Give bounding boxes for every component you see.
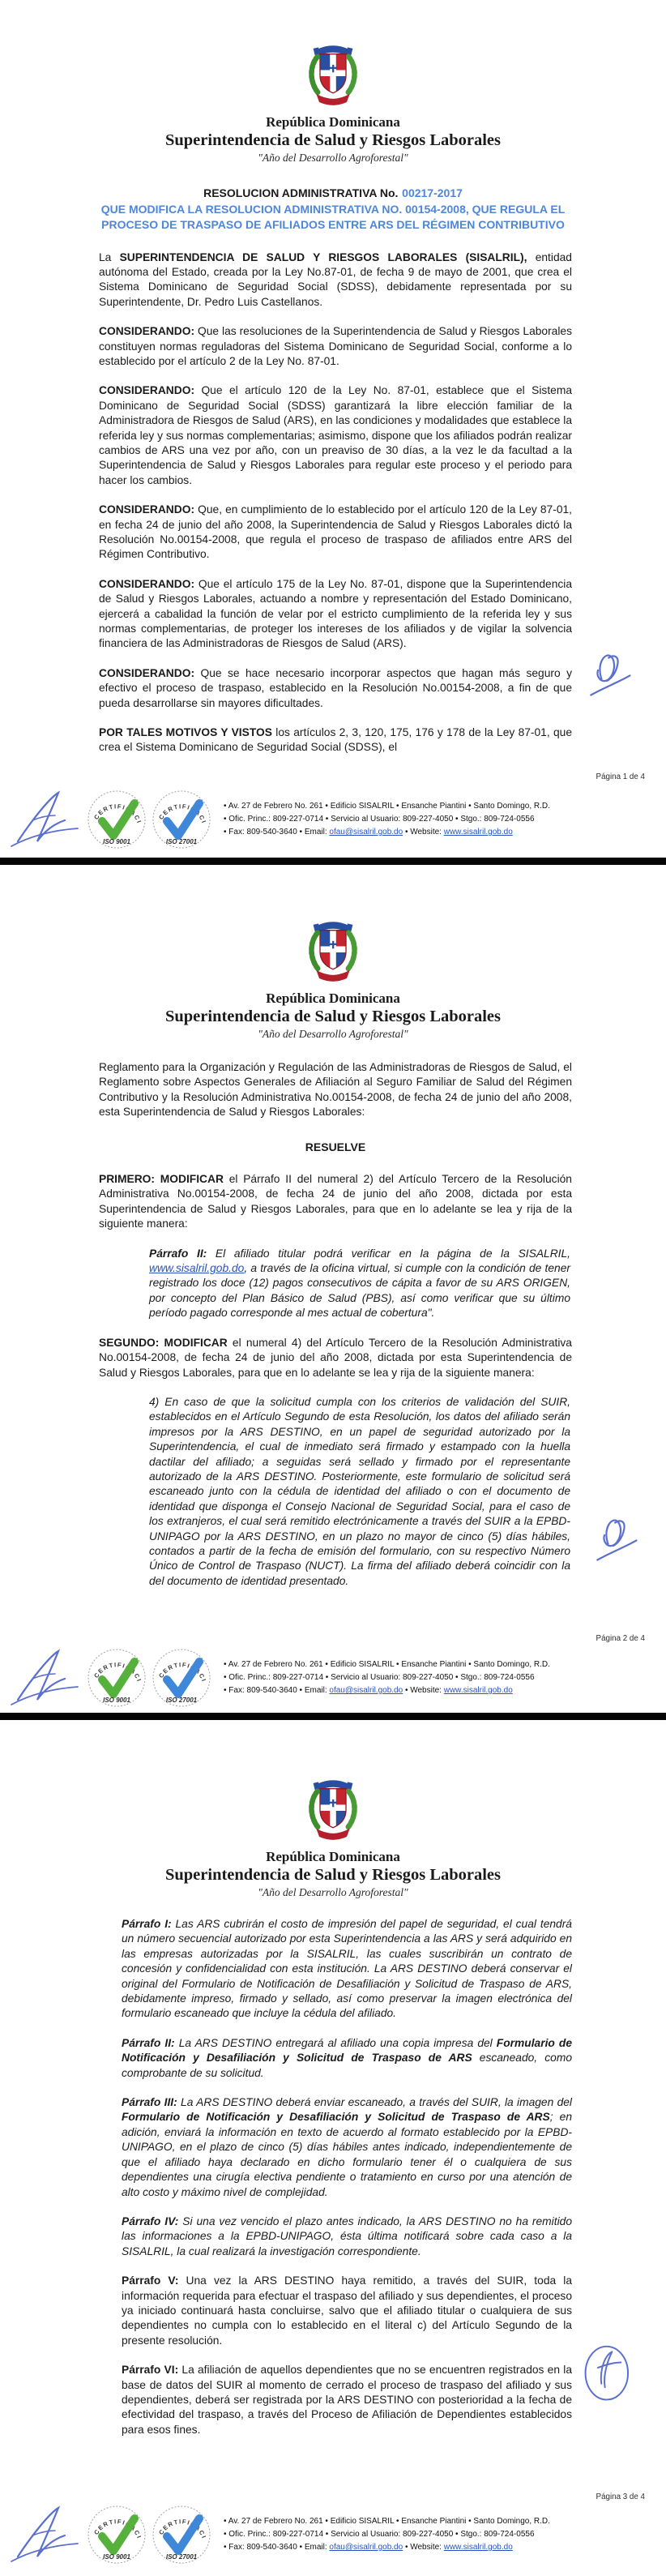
institution-name: Superintendencia de Salud y Riesgos Laborales xyxy=(164,1866,502,1884)
por-tales-motivos xyxy=(99,725,572,755)
page-footer xyxy=(0,2503,666,2566)
por-tales-label: POR TALES MOTIVOS Y VISTOS xyxy=(99,726,272,739)
website-link[interactable]: www.sisalril.gob.do xyxy=(443,2543,513,2552)
parrafo-ii-label: Párrafo II: xyxy=(149,1247,207,1260)
considerando-3 xyxy=(99,503,572,563)
country-name: República Dominicana xyxy=(266,991,400,1006)
iso-9001-badge xyxy=(86,1647,147,1709)
considerando-4-text: Que el artículo 175 de la Ley No. 87-01, dispone que la Superintendencia de Salud y Riesgos Laborales, actuando a nombre y representación del Estado Dominicano, ejercerá a cabalidad la función de velar por el estricto cumplimiento de la referida ley y sus normas complementarias, de proteger los intereses de los afiliados y de vigilar la solvencia financiera de las Administradoras de Riesgos de Salud (ARS). xyxy=(99,577,572,650)
fax-email-label: • Fax: 809-540-3640 • Email: xyxy=(224,828,330,837)
address-block xyxy=(224,1658,550,1698)
signature-scribble xyxy=(8,788,83,851)
address-line-2: • Ofic. Princ.: 809-227-0714 • Servicio al Usuario: 809-227-4050 • Stgo.: 809-724-0556 xyxy=(224,814,535,824)
segundo-text: el numeral 4) del Artículo Tercero de la Resolución Administrativa No.00154-2008, de fecha 24 de junio del año 2008, dictada por esta Superintendencia de Salud y Riesgos Laborales, para que en lo adelante se lea y rija de la siguiente manera: xyxy=(99,1336,572,1379)
page-2-body xyxy=(0,1060,666,1589)
por-tales-text: los artículos 2, 3, 120, 175, 176 y 178 de la Ley 87-01, que crea el Sistema Dominicano de Seguridad Social (SDSS), el xyxy=(99,726,573,754)
iso-27001-badge xyxy=(151,789,212,850)
continuation-paragraph: Reglamento para la Organización y Regulación de las Administradoras de Riesgos de Salud, el Reglamento sobre Aspectos Generales de Afiliación al Seguro Familiar de Salud del Régimen Contributivo y la Resolución Administrativa No.00154-2008, de fecha 24 de junio del año 2008, esta Superintendencia de Salud y Riesgos Laborales: xyxy=(99,1061,572,1119)
initials-scribble xyxy=(585,1513,642,1578)
initials-scribble xyxy=(580,2344,637,2409)
iso-9001-badge xyxy=(86,2504,147,2565)
initials-scribble xyxy=(578,648,635,713)
address-line-2: • Ofic. Princ.: 809-227-0714 • Servicio al Usuario: 809-227-4050 • Stgo.: 809-724-0556 xyxy=(224,2529,535,2539)
address-line-1: • Av. 27 de Febrero No. 261 • Edificio SISALRIL • Ensanche Piantini • Santo Domingo, R.D. xyxy=(224,2516,550,2526)
parrafo-vi-text: La afiliación de aquellos dependientes que no se encuentren registrados en la base de datos del SUIR al momento de cerrado el proceso de traspaso del afiliado y sus dependientes, deberá ser registrada por la ARS DESTINO con posterioridad a la fecha de efectividad del traspaso, a través del Proceso de Afiliación de Dependientes establecidos para esos fines. xyxy=(122,2364,572,2436)
primero-paragraph xyxy=(99,1172,572,1232)
parrafo-i-text: Las ARS cubrirán el costo de impresión del papel de seguridad, el cual tendrá un número secuencial autorizado por esta Superintendencia a las ARS y será adquirido en las empresas autorizadas por la SISALRIL, las cuales suscribirán un contrato de concesión y confidencialidad con esta institución. La ARS DESTINO deberá conservar el original del Formulario de Notificación de Desafiliación y Solicitud de Traspaso de ARS, debidamente impreso, firmado y sellado, así como preservar la imagen electrónica del formulario escaneado que incluye la cédula del afiliado. xyxy=(122,1918,572,2020)
country-name: República Dominicana xyxy=(266,114,400,130)
page-1 xyxy=(0,0,666,858)
page-divider xyxy=(0,858,666,865)
parrafo-v-label: Párrafo V: xyxy=(122,2274,179,2287)
website-link[interactable]: www.sisalril.gob.do xyxy=(443,1686,513,1696)
page-3 xyxy=(0,1720,666,2576)
considerando-5 xyxy=(99,666,572,711)
segundo-label: SEGUNDO: MODIFICAR xyxy=(99,1336,228,1349)
parrafo-ii-bold: Formulario de Notificación y Desafiliación y Solicitud de Traspaso de ARS xyxy=(122,2036,573,2065)
parrafo-i xyxy=(122,1917,572,2022)
resolution-subtitle: QUE MODIFICA LA RESOLUCION ADMINISTRATIVA NO. 00154-2008, QUE REGULA EL PROCESO DE TRASPASO DE AFILIADOS ENTRE ARS DEL RÉGIMEN CONTRIBUTIVO xyxy=(100,202,566,231)
document-header xyxy=(0,865,666,1041)
institution-name: Superintendencia de Salud y Riesgos Laborales xyxy=(164,131,502,149)
page-number: Página 2 de 4 xyxy=(596,1634,645,1643)
considerando-5-text: Que se hace necesario incorporar aspectos que hagan más seguro y efectivo el proceso de traspaso, establecido en la Resolución No.00154-2008, a fin de que pueda desarrollarse sin mayores dificultades. xyxy=(99,666,572,709)
parrafo-iii xyxy=(122,2095,572,2200)
resuelve-heading: RESUELVE xyxy=(305,1140,366,1153)
document-header xyxy=(0,1720,666,1899)
page-1-body xyxy=(0,250,666,755)
parrafo-ii-label: Párrafo II: xyxy=(122,2036,175,2049)
considerando-2-label: CONSIDERANDO: xyxy=(99,384,195,397)
parrafo-iii-post: ; en adición, enviará la información en texto de acuerdo al formato establecido por la EPBD-UNIPAGO, en el plazo de cinco (5) días hábiles antes indicado, independientemente de que el afiliado haya declarado en dicho formulario tener él o cualquiera de sus dependientes una cirugía electiva pendiente o tratamiento en curso por una atención de alto costo y máximo nivel de complejidad. xyxy=(122,2111,572,2198)
considerando-5-label: CONSIDERANDO: xyxy=(99,666,195,679)
parrafo-iii-label: Párrafo III: xyxy=(122,2096,177,2109)
signature-scribble xyxy=(8,2503,83,2566)
email-link[interactable]: ofau@sisalril.gob.do xyxy=(329,1686,403,1696)
page-divider xyxy=(0,1713,666,1720)
address-line-1: • Av. 27 de Febrero No. 261 • Edificio SISALRIL • Ensanche Piantini • Santo Domingo, R.D. xyxy=(224,801,550,811)
website-label: • Website: xyxy=(403,828,444,837)
address-line-3 xyxy=(224,826,550,839)
resolution-number-line xyxy=(74,186,592,202)
parrafo-i-label: Párrafo I: xyxy=(122,1918,172,1930)
parrafo-v xyxy=(122,2274,572,2348)
website-label: • Website: xyxy=(403,2543,444,2552)
fax-email-label: • Fax: 809-540-3640 • Email: xyxy=(224,2543,330,2552)
email-link[interactable]: ofau@sisalril.gob.do xyxy=(329,828,403,837)
address-line-2: • Ofic. Princ.: 809-227-0714 • Servicio al Usuario: 809-227-4050 • Stgo.: 809-724-0556 xyxy=(224,1672,535,1682)
considerando-4-label: CONSIDERANDO: xyxy=(99,577,195,590)
segundo-paragraph xyxy=(99,1336,572,1380)
intro-paragraph xyxy=(99,250,572,310)
parrafo-vi xyxy=(122,2363,572,2437)
parrafo-ii xyxy=(122,2036,572,2081)
country-name: República Dominicana xyxy=(266,1849,400,1864)
address-block xyxy=(224,800,550,840)
parrafo-iv-text: Si una vez vencido el plazo antes indicado, la ARS DESTINO no ha remitido las informaciones a la EPBD-UNIPAGO, ésta última notificará sobre cada caso a la SISALRIL, la cual realizará la investigación correspondiente. xyxy=(122,2214,572,2257)
parrafo-vi-label: Párrafo VI: xyxy=(122,2364,179,2377)
resolution-number-value: 00217-2017 xyxy=(402,186,463,199)
intro-bold: SUPERINTENDENCIA DE SALUD Y RIESGOS LABORALES (SISALRIL), xyxy=(119,250,527,263)
considerando-2 xyxy=(99,383,572,488)
parrafo-iv xyxy=(122,2214,572,2259)
considerando-3-text: Que, en cumplimiento de lo establecido por el artículo 120 de la Ley 87-01, en fecha 24 de junio del año 2008, la Superintendencia de Salud y Riesgos Laborales dictó la Resolución No.00154-2008, que regula el proceso de traspaso de afiliados entre ARS del Régimen Contributivo. xyxy=(99,503,572,561)
iso-27001-badge xyxy=(151,2504,212,2565)
address-line-3 xyxy=(224,2541,550,2554)
page-2 xyxy=(0,865,666,1713)
parrafo-ii-pre: La ARS DESTINO entregará al afiliado una copia impresa del xyxy=(174,2036,497,2049)
page-number: Página 1 de 4 xyxy=(596,772,645,781)
parrafo-ii-post: escaneado, como comprobante de su solicitud. xyxy=(122,2052,573,2079)
motto: "Año del Desarrollo Agroforestal" xyxy=(258,1028,408,1040)
parrafo-ii-quote xyxy=(149,1247,570,1321)
motto: "Año del Desarrollo Agroforestal" xyxy=(258,152,408,164)
website-link[interactable]: www.sisalril.gob.do xyxy=(443,828,513,837)
intro-pre: La xyxy=(99,250,120,263)
parrafo-iii-pre: La ARS DESTINO deberá enviar escaneado, a través del SUIR, la imagen del xyxy=(177,2096,572,2109)
motto: "Año del Desarrollo Agroforestal" xyxy=(258,1886,408,1898)
considerando-1 xyxy=(99,324,572,369)
document-header xyxy=(0,0,666,165)
considerando-3-label: CONSIDERANDO: xyxy=(99,503,195,516)
iso-9001-badge xyxy=(86,789,147,850)
iso-27001-badge xyxy=(151,1647,212,1709)
page-3-body xyxy=(0,1917,666,2437)
primero-text: el Párrafo II del numeral 2) del Artículo Tercero de la Resolución Administrativa No.00154-2008, de fecha 24 de junio del año 2008, dictada por esta Superintendencia de Salud y Riesgos Laborales, para que en lo adelante se lea y rija de la siguiente manera: xyxy=(99,1173,572,1230)
resolution-title xyxy=(74,186,592,233)
considerando-2-text: Que el artículo 120 de la Ley No. 87-01, establece que el Sistema Dominicano de Seguridad Social (SDSS) garantizará la libre elección familiar de la Administradora de Riesgos de Salud (ARS), en las condiciones y modalidades que establece la referida ley y sus normas complementarias; asimismo, dispone que los afiliados podrán realizar cambios de ARS una vez por año, con un preaviso de 30 días, a la vez le da facultad a la Superintendencia de Salud y Riesgos Laborales para regular este proceso y el periodo para hacer los cambios. xyxy=(99,384,572,486)
address-block xyxy=(224,2515,550,2555)
resolution-number-label: RESOLUCION ADMINISTRATIVA No. xyxy=(203,186,399,199)
address-line-3 xyxy=(224,1684,550,1697)
coat-of-arms-icon xyxy=(306,42,360,110)
parrafo-v-text: Una vez la ARS DESTINO haya remitido, a través del SUIR, toda la información requerida para efectuar el traspaso del afiliado y sus dependientes, el proceso ya iniciado continuará hasta concluirse, salvo que el afiliado titular o cualquiera de sus dependientes no cumpla con lo establecido en el literal c) del Artículo Segundo de la presente resolución. xyxy=(122,2274,572,2347)
page-footer xyxy=(0,788,666,851)
coat-of-arms-icon xyxy=(306,918,360,986)
institution-name: Superintendencia de Salud y Riesgos Laborales xyxy=(164,1008,502,1025)
coat-of-arms-icon xyxy=(306,1777,360,1845)
primero-label: PRIMERO: MODIFICAR xyxy=(99,1173,224,1186)
parrafo-ii-pre: El afiliado titular podrá verificar en la página de la SISALRIL, xyxy=(207,1247,570,1260)
considerando-1-label: CONSIDERANDO: xyxy=(99,325,195,338)
parrafo-ii-post: , a través de la oficina virtual, si cumple con la condición de tener registrado los doce (12) pagos consecutivos de cápita a favor de su ARS ORIGEN, por concepto del Plan Básico de Salud (PBS), así como verificar que su último período pagado corresponde al mes actual de cobertura". xyxy=(149,1262,570,1320)
email-link[interactable]: ofau@sisalril.gob.do xyxy=(329,2543,403,2552)
fax-email-label: • Fax: 809-540-3640 • Email: xyxy=(224,1686,330,1696)
considerando-4 xyxy=(99,577,572,652)
address-line-1: • Av. 27 de Febrero No. 261 • Edificio SISALRIL • Ensanche Piantini • Santo Domingo, R.D. xyxy=(224,1659,550,1669)
page-number: Página 3 de 4 xyxy=(596,2493,645,2501)
sisalril-website-link[interactable]: www.sisalril.gob.do xyxy=(149,1262,245,1275)
intro-rest: entidad autónoma del Estado, creada por la Ley No.87-01, de fecha 9 de mayo de 2001, que crea el Sistema Dominicano de Seguridad Social (SDSS), debidamente representada por su Superintendente, Dr. Pedro Luis Castellanos. xyxy=(99,250,572,308)
parrafo-iii-bold: Formulario de Notificación y Desafiliación y Solicitud de Traspaso de ARS xyxy=(122,2111,550,2124)
considerando-1-text: Que las resoluciones de la Superintendencia de Salud y Riesgos Laborales constituyen normas reguladoras del Sistema Dominicano de Seguridad Social, conforme a lo establecido por el artículo 2 de la Ley No. 87-01. xyxy=(99,325,572,367)
numeral-4-quote: 4) En caso de que la solicitud cumpla con los criterios de validación del SUIR, establecidos en el Artículo Segundo de esta Resolución, los datos del afiliado serán impresos por la ARS DESTINO, en un papel de seguridad autorizado por la Superintendencia, el cual de inmediato será firmado y estampado con la huella dactilar del afiliado; a seguidas será sellado y firmado por el representante autorizado de la ARS DESTINO. Posteriormente, este formulario de solicitud será escaneado junto con la cédula de identidad del afiliado o con el documento de identidad que disponga el Consejo Nacional de Seguridad Social, para el caso de los extranjeros, el cual será remitido electrónicamente a través del SUIR a la EPBD-UNIPAGO por la ARS DESTINO, en un plazo no mayor de cinco (5) días hábiles, contados a partir de la fecha de emisión del formulario, con su respectivo Número Único de Control de Traspaso (NUCT). La firma del afiliado deberá coincidir con la del documento de identidad presentado. xyxy=(149,1395,570,1587)
website-label: • Website: xyxy=(403,1686,444,1696)
signature-scribble xyxy=(8,1646,83,1709)
parrafo-iv-label: Párrafo IV: xyxy=(122,2214,179,2227)
page-footer xyxy=(0,1646,666,1709)
